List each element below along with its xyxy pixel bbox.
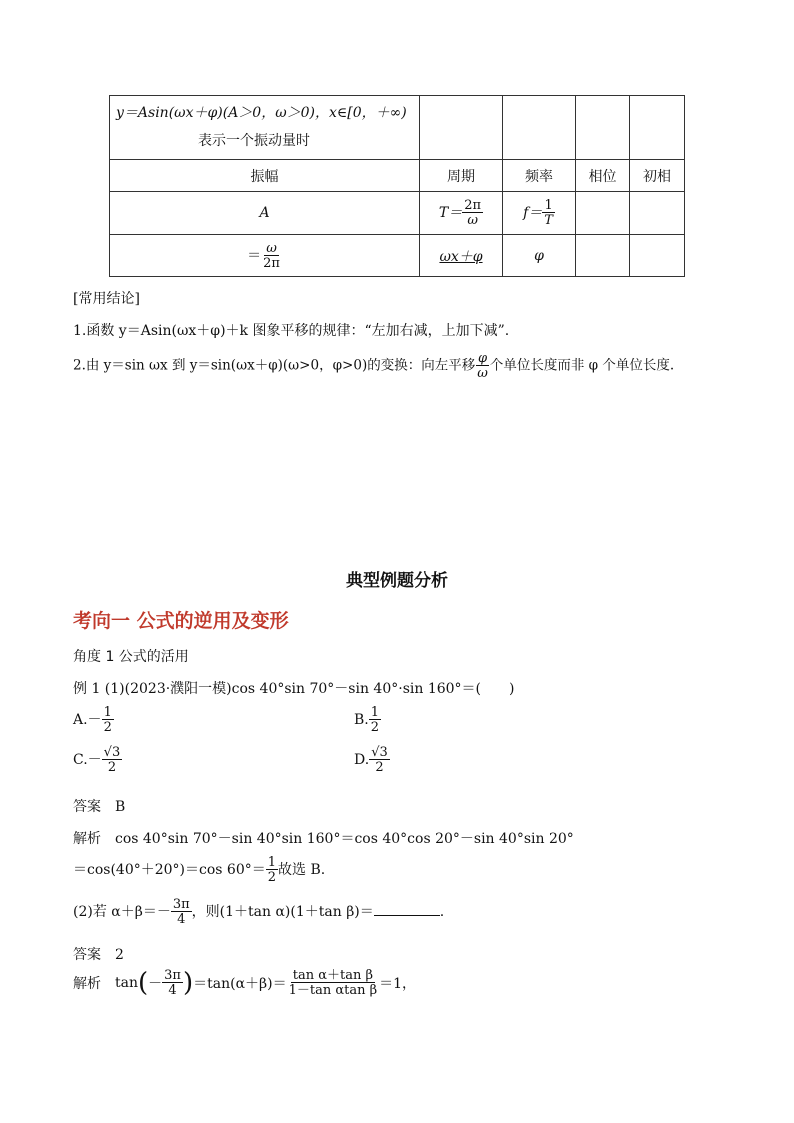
phase-cell: ωx＋φ [420,235,503,277]
analysis-2: 解析 tan(－ $\frac{3\pi}{4}$ )＝tan(α＋β)＝ $\frac{\text{tan α＋tan β}}{\text{1－tan αtan β}}$ ＝1， [73,968,417,998]
column-header-phase: 相位 [576,160,630,192]
initial-phase-cell: φ [503,235,576,277]
table-header-cell [110,96,420,160]
example-question: 例 1 (1)(2023·濮阳一模)cos 40°sin 70°－sin 40°·sin 160°＝( ) [73,681,515,697]
column-header-frequency: 频率 [503,160,576,192]
table-header-formula: y＝Asin(ωx＋φ)(A＞0，ω＞0)，x∈[0，＋∞) [116,105,407,121]
conclusion-item-2: 2.由 y＝sin ωx 到 y＝sin(ωx＋φ)(ω>0，φ>0)的变换：向左平移 $\frac{\varphi}{\omega}$ 个单位长度而非 φ 个单位长度. [73,351,675,381]
section-title: 典型例题分析 [346,571,448,591]
frequency-fraction: $\frac{1}{T}$ [544,198,553,228]
column-header-initial-phase: 初相 [630,160,685,192]
option-d: D. $\frac{√3}{2}$ [354,745,388,775]
answer-blank [374,903,440,916]
shift-fraction: $\frac{\varphi}{\omega}$ [477,351,488,381]
period-cell: T＝ $\frac{2\pi}{\omega}$ [420,192,503,235]
question-part-2: (2)若 α＋β＝－ $\frac{3\pi}{4}$ ，则(1＋tan α)(1＋tan β)＝ . [73,897,445,927]
frequency-cell: f＝ $\frac{1}{T}$ [503,192,576,235]
column-header-amplitude: 振幅 [110,160,420,192]
table-header-caption: 表示一个振动量时 [198,133,310,149]
table-header-row [110,96,685,160]
conclusions-title: [常用结论] [73,291,140,307]
analysis-1-line-1: 解析 cos 40°sin 70°－sin 40°sin 160°＝cos 40°cos 20°－sin 40°sin 20° [73,831,574,847]
option-c: C.－ $\frac{√3}{2}$ [73,745,121,775]
amplitude-cell: A [110,192,420,235]
table-row [110,192,685,235]
answer-1: 答案 B [73,799,126,815]
table-row [110,235,685,277]
option-a: A.－ $\frac{1}{2}$ [73,705,112,735]
period-fraction: $\frac{2\pi}{\omega}$ [464,198,482,228]
analysis-1-line-2: ＝cos(40°＋20°)＝cos 60°＝ $\frac{1}{2}$ 故选 B. [73,855,326,885]
option-b: B. $\frac{1}{2}$ [354,705,380,735]
column-header-period: 周期 [420,160,503,192]
table-columns-row [110,160,685,192]
oscillation-table [109,95,685,277]
direction-title: 考向一 公式的逆用及变形 [73,610,289,632]
answer-2: 答案 2 [73,947,124,963]
conclusion-item-1: 1.函数 y＝Asin(ωx＋φ)＋k 图象平移的规律：“左加右减，上加下减”. [73,323,510,339]
frequency-formula-fraction: $\frac{\omega}{2\pi}$ [263,240,280,271]
angle-title: 角度 1 公式的活用 [73,649,189,665]
frequency-formula-cell: ＝ $\frac{\omega}{2\pi}$ [110,235,420,277]
